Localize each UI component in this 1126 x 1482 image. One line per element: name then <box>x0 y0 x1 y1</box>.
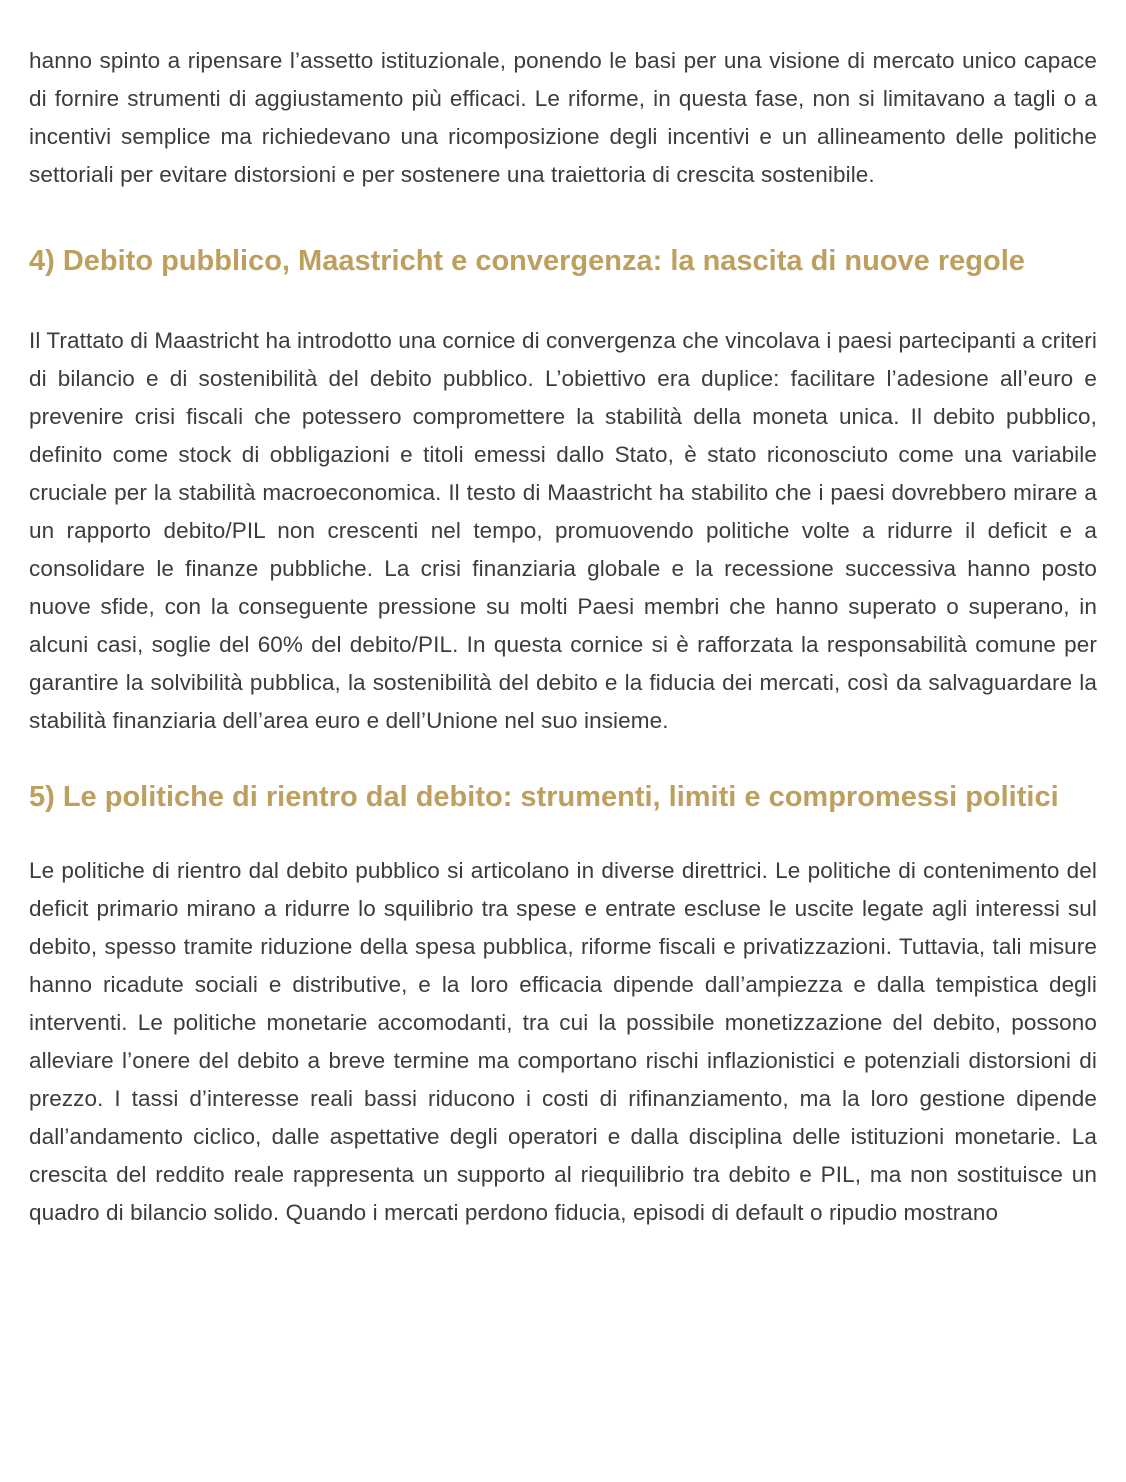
section-4-paragraph: Il Trattato di Maastricht ha introdotto una cornice di convergenza che vincolava i paesi partecipanti a criteri di bilancio e di sostenibilità del debito pubblico. L’obiettivo era duplice: facilitare l’adesione all’euro e prevenire crisi fiscali che potessero compromettere la stabilità della moneta unica. Il debito pubblico, definito come stock di obbligazioni e titoli emessi dallo Stato, è stato riconosciuto come una variabile cruciale per la stabilità macroeconomica. Il testo di Maastricht ha stabilito che i paesi dovrebbero mirare a un rapporto debito/PIL non crescenti nel tempo, promuovendo politiche volte a ridurre il deficit e a consolidare le finanze pubbliche. La crisi finanziaria globale e la recessione successiva hanno posto nuove sfide, con la conseguente pressione su molti Paesi membri che hanno superato o superano, in alcuni casi, soglie del 60% del debito/PIL. In questa cornice si è rafforzata la responsabilità comune per garantire la solvibilità pubblica, la sostenibilità del debito e la fiducia dei mercati, così da salvaguardare la stabilità finanziaria dell’area euro e dell’Unione nel suo insieme. <box>29 328 1097 733</box>
intro-paragraph: hanno spinto a ripensare l’assetto istituzionale, ponendo le basi per una visione di mercato unico capace di fornire strumenti di aggiustamento più efficaci. Le riforme, in questa fase, non si limitavano a tagli o a incentivi semplice ma richiedevano una ricomposizione degli incentivi e un allineamento delle politiche settoriali per evitare distorsioni e per sostenere una traiettoria di crescita sostenibile. <box>29 48 1097 187</box>
section-5-heading: 5) Le politiche di rientro dal debito: strumenti, limiti e compromessi politici <box>29 781 1059 813</box>
section-5-paragraph: Le politiche di rientro dal debito pubblico si articolano in diverse direttrici. Le politiche di contenimento del deficit primario mirano a ridurre lo squilibrio tra spese e entrate escluse le uscite legate agli interessi sul debito, spesso tramite riduzione della spesa pubblica, riforme fiscali e privatizzazioni. Tuttavia, tali misure hanno ricadute sociali e distributive, e la loro efficacia dipende dall’ampiezza e dalla tempistica degli interventi. Le politiche monetarie accomodanti, tra cui la possibile monetizzazione del debito, possono alleviare l’onere del debito a breve termine ma comportano rischi inflazionistici e potenziali distorsioni di prezzo. I tassi d’interesse reali bassi riducono i costi di rifinanziamento, ma la loro gestione dipende dall’andamento ciclico, dalle aspettative degli operatori e dalla disciplina delle istituzioni monetarie. La crescita del reddito reale rappresenta un supporto al riequilibrio tra debito e PIL, ma non sostituisce un quadro di bilancio solido. Quando i mercati perdono fiducia, episodi di default o ripudio mostrano <box>29 858 1097 1225</box>
section-4-heading: 4) Debito pubblico, Maastricht e convergenza: la nascita di nuove regole <box>29 245 1025 277</box>
